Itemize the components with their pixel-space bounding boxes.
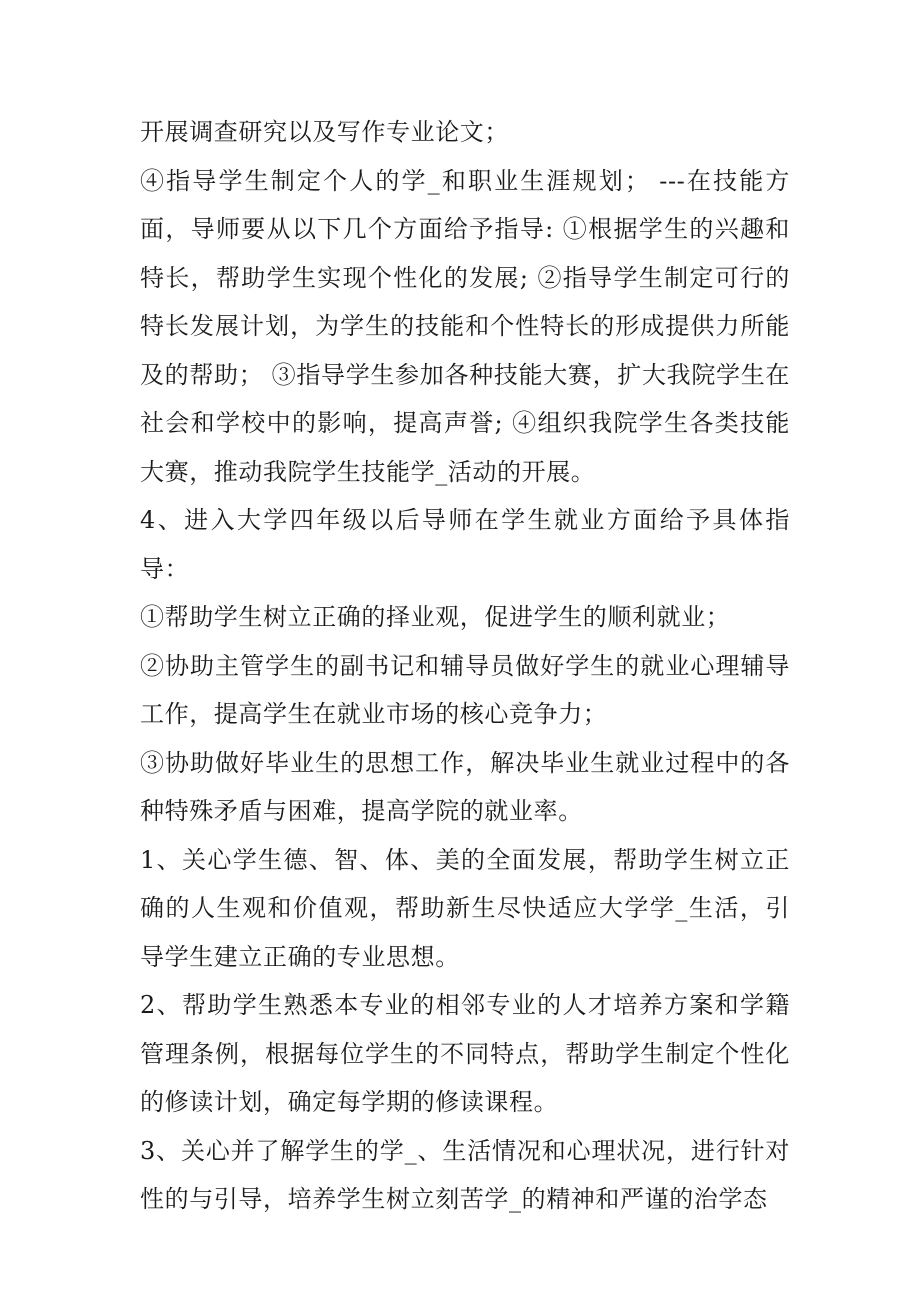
paragraph: ③协助做好毕业生的思想工作，解决毕业生就业过程中的各种特殊矛盾与困难，提高学院的就业率。 [140, 748, 790, 825]
paragraph: 2、帮助学生熟悉本专业的相邻专业的人才培养方案和学籍管理条例，根据每位学生的不同特点，帮助学生制定个性化的修读计划，确定每学期的修读课程。 [140, 991, 790, 1116]
document-body [140, 108, 790, 1224]
paragraph: 3、关心并了解学生的学_、生活情况和心理状况，进行针对性的与引导，培养学生树立刻苦学_的精神和严谨的治学态 [140, 1136, 790, 1213]
paragraph: 开展调查研究以及写作专业论文； [140, 118, 509, 146]
paragraph: ②协助主管学生的副书记和辅导员做好学生的就业心理辅导工作，提高学生在就业市场的核心竞争力； [140, 651, 790, 728]
paragraph: ④指导学生制定个人的学_和职业生涯规划； ---在技能方面，导师要从以下几个方面给予指导: ①根据学生的兴趣和特长，帮助学生实现个性化的发展; ②指导学生制定可行的特长发展计划，为学生的技能和个性特长的形成提供力所能及的帮助； ③指导学生参加各种技能大赛，扩大我院学生在社会和学校中的影响，提高声誉; ④组织我院学生各类技能大赛，推动我院学生技能学_活动的开展。 [140, 166, 790, 486]
paragraph: 4、进入大学四年级以后导师在学生就业方面给予具体指导： [140, 506, 790, 583]
paragraph: 1、关心学生德、智、体、美的全面发展，帮助学生树立正确的人生观和价值观，帮助新生尽快适应大学学_生活，引导学生建立正确的专业思想。 [140, 845, 790, 971]
paragraph: ①帮助学生树立正确的择业观，促进学生的顺利就业； [140, 603, 731, 631]
